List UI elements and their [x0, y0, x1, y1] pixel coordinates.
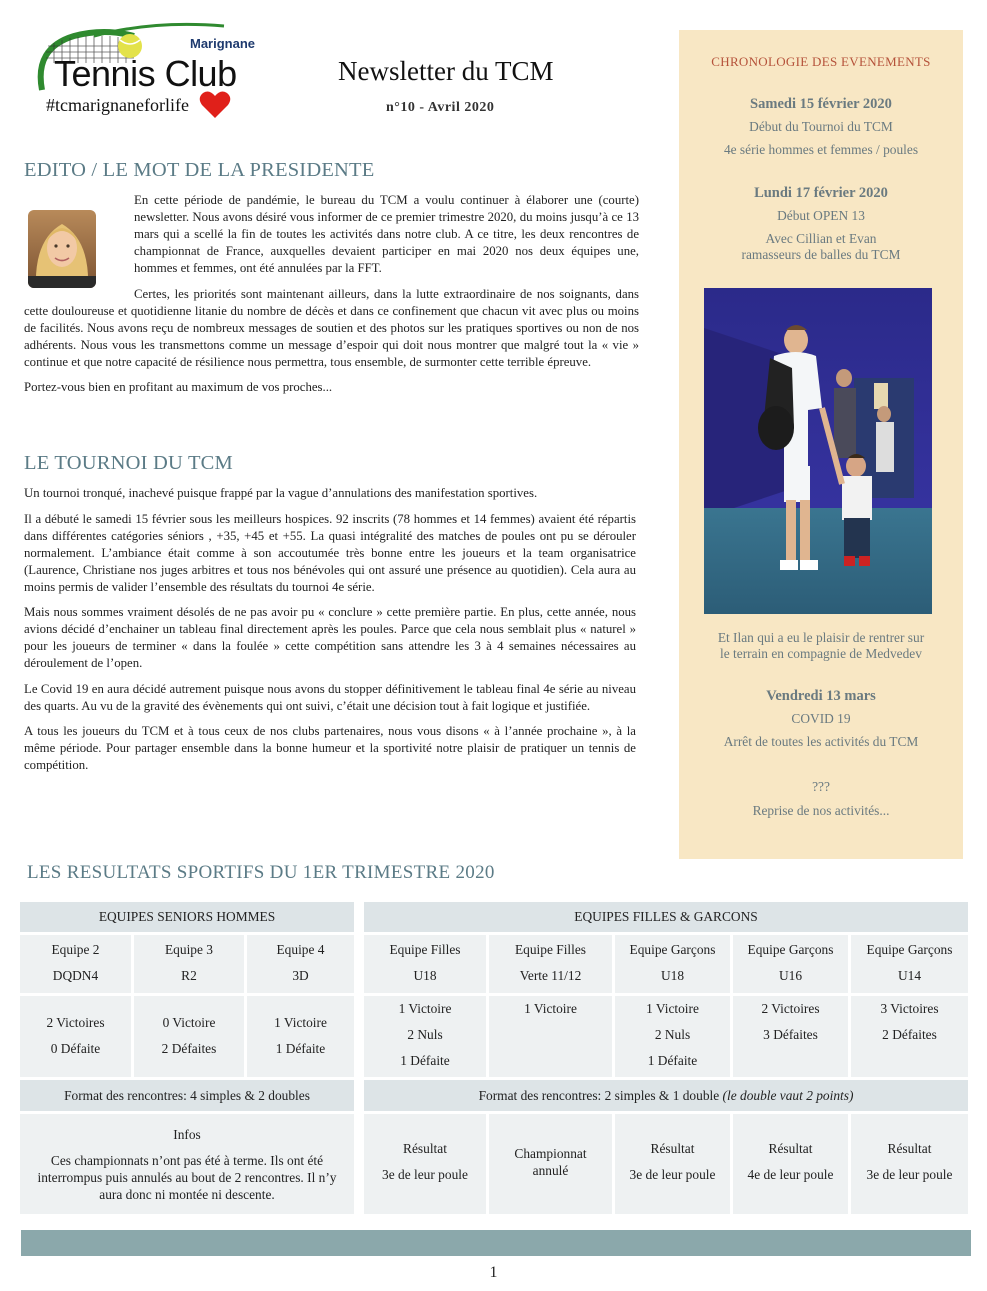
score-cell — [851, 996, 968, 1077]
event-line: Avec Cillian et Evan — [765, 231, 877, 246]
result-cell — [364, 1114, 486, 1214]
score-line: 3 Victoires — [880, 1001, 939, 1016]
team-cell — [364, 935, 486, 993]
event-line: Reprise de nos activités... — [752, 803, 890, 818]
edito-title: EDITO / LE MOT DE LA PRESIDENTE — [24, 159, 375, 181]
seniors-header: EQUIPES SENIORS HOMMES — [20, 902, 354, 932]
portrait-image — [28, 210, 96, 288]
score-line: 2 Défaites — [161, 1041, 217, 1056]
score-line: 3 Défaites — [763, 1027, 818, 1042]
event-covid — [679, 688, 963, 750]
team-division: 3D — [292, 968, 309, 983]
score-line: 1 Défaite — [400, 1053, 450, 1068]
score-cell — [20, 996, 131, 1077]
event-line: Début du Tournoi du TCM — [749, 119, 893, 134]
edito-paragraph-3: Portez-vous bien en profitant au maximum de vos proches... — [24, 380, 333, 394]
score-line: 2 Victoires — [761, 1001, 820, 1016]
jeunes-format-text: Format des rencontres: 2 simples & 1 double — [478, 1088, 723, 1103]
result-cell — [733, 1114, 848, 1214]
event-line: COVID 19 — [791, 711, 851, 726]
team-name: Equipe 3 — [165, 942, 213, 957]
infos-title: Infos — [173, 1127, 201, 1142]
team-category: U18 — [413, 968, 437, 983]
result-cell — [615, 1114, 730, 1214]
score-line: 2 Défaites — [882, 1027, 937, 1042]
event-date: Vendredi 13 mars — [766, 688, 876, 704]
medvedev-photo — [704, 288, 932, 614]
result-label: Résultat — [768, 1141, 813, 1156]
score-line: 1 Défaite — [275, 1041, 326, 1056]
hashtag: #tcmarignaneforlife — [46, 95, 189, 115]
team-cell — [733, 935, 848, 993]
team-name: Equipe Garçons — [866, 942, 953, 957]
tennis-club-logo — [34, 18, 256, 128]
tournoi-body — [24, 485, 636, 783]
infos-cell — [20, 1114, 354, 1214]
score-line: 2 Victoires — [46, 1015, 105, 1030]
score-cell — [733, 996, 848, 1077]
team-cell — [134, 935, 244, 993]
photo-caption — [679, 630, 963, 662]
event-line: Début OPEN 13 — [777, 208, 865, 223]
team-cell — [20, 935, 131, 993]
score-cell — [247, 996, 354, 1077]
event-line: 4e série hommes et femmes / poules — [723, 142, 919, 157]
event-reprise — [679, 779, 963, 819]
chronology-sidebar — [679, 30, 963, 859]
edito-paragraph-2: Certes, les priorités sont maintenant ailleurs, dans la lutte extraordinaire de nos soignants, dans cette douloureuse et quotidienne litanie du nombre de décès et dans ce confinement que chacun vit avec plus ou moins de facilités. Nous avons reçu de nombreux messages de soutien et des photos sur les pratiques sportives ou non de nos adhérents. Nous vous les transmettons comme un message d’espoir qui doit nous montrer que malgré tout la « vie » continue et que notre capacité de résilience nous permettra, tous ensemble, de surmonter cette terrible épreuve. — [24, 286, 639, 369]
team-name: Equipe Garçons — [747, 942, 834, 957]
result-cell — [489, 1114, 612, 1214]
team-cell — [247, 935, 354, 993]
event-tournoi — [679, 96, 963, 158]
score-line: 1 Victoire — [274, 1015, 327, 1030]
result-value: 3e de leur poule — [629, 1167, 716, 1182]
score-line: 2 Nuls — [654, 1027, 691, 1042]
footer-bar — [21, 1230, 971, 1256]
score-cell — [134, 996, 244, 1077]
score-line: 1 Victoire — [524, 1001, 577, 1016]
jeunes-format — [364, 1080, 968, 1111]
president-portrait — [28, 210, 96, 288]
caption-line: Et Ilan qui a eu le plaisir de rentrer sur — [717, 630, 925, 645]
team-name: Equipe Garçons — [629, 942, 716, 957]
edito-body — [24, 192, 639, 405]
seniors-format: Format des rencontres: 4 simples & 2 doubles — [20, 1080, 354, 1111]
event-date: Samedi 15 février 2020 — [750, 96, 892, 112]
result-label: Résultat — [403, 1141, 447, 1156]
team-division: R2 — [181, 968, 197, 983]
team-division: DQDN4 — [52, 968, 99, 983]
infos-text: Ces championnats n’ont pas été à terme. Ils ont été interrompus puis annulés au bout de 2 rencontres. Il n’y aura donc ni montée ni descente. — [37, 1153, 337, 1202]
newsletter-title: Newsletter du TCM — [338, 56, 554, 86]
event-open13 — [679, 185, 963, 263]
team-cell — [615, 935, 730, 993]
score-line: 1 Victoire — [646, 1001, 699, 1016]
edito-paragraph-1: En cette période de pandémie, le bureau du TCM a voulu continuer à élaborer une (courte) newsletter. Nous avons désiré vous informer de ce premier trimestre 2020, du moins jusqu’à ce 13 mars qui a scellé la fin de toutes les activités dans notre club. A ce titre, les deux rencontres de championnat de France, auxquelles devaient participer en mai 2020 nos deux équipes une, hommes et femmes, ont été annulées par la FFT. — [134, 193, 639, 275]
chronology-title: CHRONOLOGIE DES EVENEMENTS — [711, 54, 931, 69]
score-line: 0 Défaite — [50, 1041, 101, 1056]
result-label: Championnat — [514, 1146, 587, 1161]
team-name: Equipe Filles — [389, 942, 461, 957]
score-line: 1 Victoire — [398, 1001, 452, 1016]
team-name: Equipe Filles — [514, 942, 587, 957]
result-value: 4e de leur poule — [747, 1167, 834, 1182]
team-category: U16 — [778, 968, 803, 983]
result-value: 3e de leur poule — [866, 1167, 953, 1182]
team-category: U14 — [897, 968, 922, 983]
event-date: ??? — [812, 779, 830, 794]
score-line: 1 Défaite — [647, 1053, 698, 1068]
score-cell — [489, 996, 612, 1077]
score-cell — [615, 996, 730, 1077]
team-name: Equipe 4 — [276, 942, 325, 957]
team-cell — [851, 935, 968, 993]
event-line: Arrêt de toutes les activités du TCM — [723, 734, 919, 749]
result-value: annulé — [532, 1163, 569, 1178]
newsletter-issue: n°10 - Avril 2020 — [386, 100, 495, 115]
tournoi-paragraph-5: A tous les joueurs du TCM et à tous ceux de nos clubs partenaires, nous vous disons « à l’année prochaine », à la même période. Pour partager ensemble dans la bonne humeur et la sportivité notre plaisir de pratiquer un tennis de compétition. — [24, 724, 636, 772]
tournoi-paragraph-3: Mais nous sommes vraiment désolés de ne pas avoir pu « conclure » cette première partie. En plus, cette année, nous avions décidé d’enchainer un tableau final directement après les poules. Parce que cela nous semblait plus « naturel » pour les joueurs de terminer « dans la foulée » cette compétition sans attendre les 3 à 4 semaines nécessaires au déroulement de l’open. — [24, 605, 636, 670]
event-line: ramasseurs de balles du TCM — [741, 247, 901, 262]
result-label: Résultat — [887, 1141, 932, 1156]
results-title: LES RESULTATS SPORTIFS DU 1ER TRIMESTRE 2020 — [27, 862, 495, 883]
result-label: Résultat — [650, 1141, 695, 1156]
team-cell — [489, 935, 612, 993]
tournoi-paragraph-2: Il a débuté le samedi 15 février sous les meilleurs hospices. 92 inscrits (78 hommes et 14 femmes) avaient été répartis dans différentes catégories séniors , +35, +45 et +55. La quasi intégralité des matches de poules ont pu se dérouler normalement. L’ambiance était comme à son accoutumée très bonne entre les joueurs et la team organisatrice (Laurence, Christiane nos juges arbitres et tous nos bénévoles qui ont assuré une présence au quotidien). Cela aura au moins permis de valider l’ensemble des résultats du tournoi 4e série. — [24, 511, 636, 594]
logo-name: Tennis Club — [54, 53, 237, 94]
result-cell — [851, 1114, 968, 1214]
caption-line: le terrain en compagnie de Medvedev — [720, 646, 922, 661]
page-number: 1 — [489, 1264, 498, 1281]
team-category: U18 — [660, 968, 685, 983]
team-category: Verte 11/12 — [519, 968, 582, 983]
score-line: 0 Victoire — [162, 1015, 216, 1030]
logo-city: Marignane — [190, 36, 256, 51]
tournoi-paragraph-1: Un tournoi tronqué, inachevé puisque frappé par la vague d’annulations des manifestation sportives. — [24, 486, 538, 500]
jeunes-format-note: (le double vaut 2 points) — [722, 1088, 854, 1103]
result-value: 3e de leur poule — [382, 1167, 468, 1182]
score-line: 2 Nuls — [407, 1027, 443, 1042]
tournoi-paragraph-4: Le Covid 19 en aura décidé autrement puisque nous avons du stopper définitivement le tableau final 4e série au niveau des quarts. Au vu de la gravité des évènements qui ont suivi, c’était une décision tout à fait logique et justifiée. — [24, 681, 636, 713]
score-cell — [364, 996, 486, 1077]
tournoi-title: LE TOURNOI DU TCM — [24, 452, 233, 474]
jeunes-header: EQUIPES FILLES & GARCONS — [364, 902, 968, 932]
event-date: Lundi 17 février 2020 — [754, 185, 888, 201]
team-name: Equipe 2 — [51, 942, 100, 957]
photo-image — [704, 288, 932, 614]
heart-icon — [199, 90, 231, 120]
